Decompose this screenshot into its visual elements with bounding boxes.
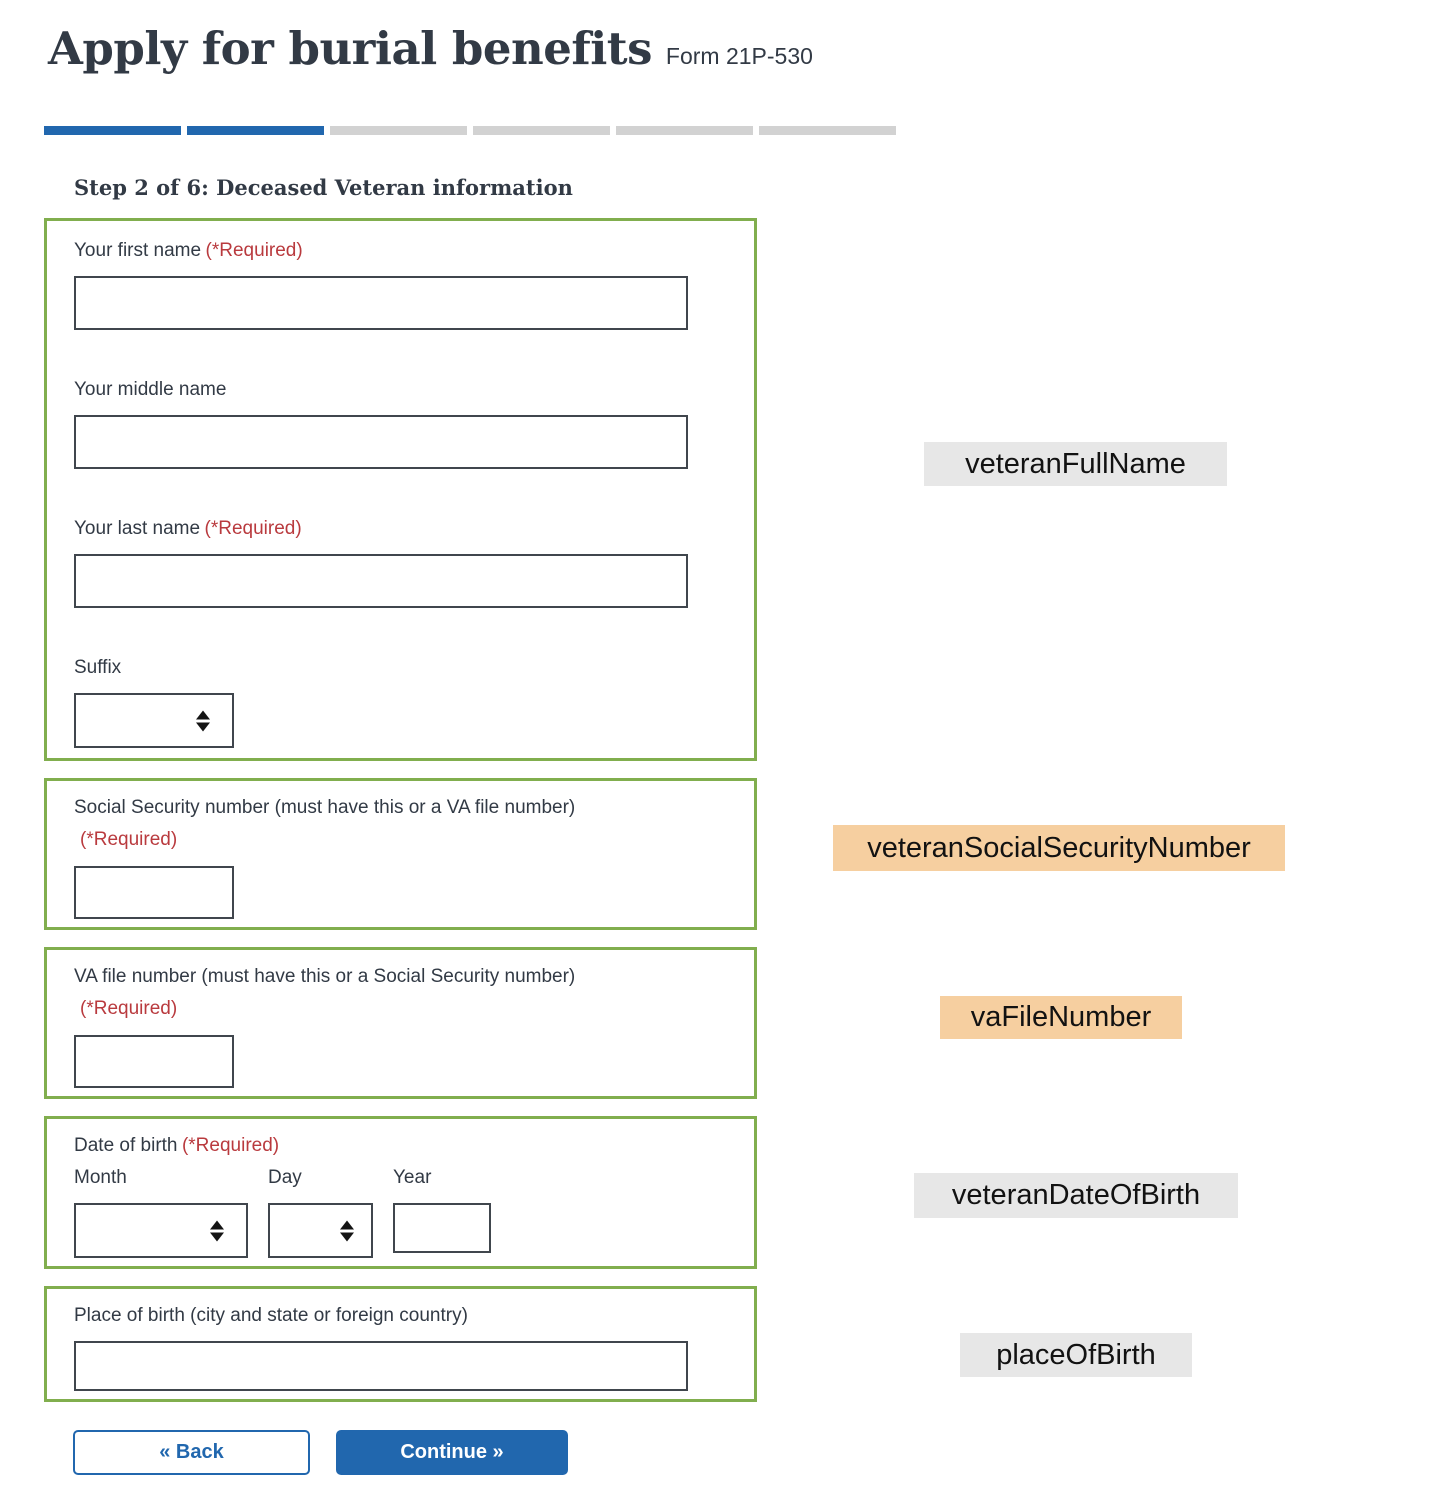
day-select[interactable]: [268, 1203, 373, 1258]
last-name-input[interactable]: [74, 554, 688, 608]
ssn-input[interactable]: [74, 866, 234, 919]
progress-segment-2-complete: [187, 126, 324, 135]
section-place-of-birth: [44, 1286, 757, 1402]
form-navigation-buttons: [73, 1430, 900, 1475]
field-date-of-birth: [74, 1134, 730, 1258]
field-va-file-number: [74, 965, 730, 1088]
field-last-name: [74, 517, 730, 608]
continue-button[interactable]: Continue »: [336, 1430, 568, 1475]
va-file-number-input[interactable]: [74, 1035, 234, 1088]
section-va-file-number: [44, 947, 757, 1099]
suffix-label: Suffix: [74, 657, 122, 678]
year-label: Year: [393, 1167, 432, 1188]
progress-segment-1-complete: [44, 126, 181, 135]
back-button[interactable]: « Back: [73, 1430, 310, 1475]
year-input[interactable]: [393, 1203, 491, 1253]
section-veteran-full-name: [44, 218, 757, 761]
progress-segment-3: [330, 126, 467, 135]
select-arrows-icon: [196, 710, 210, 731]
progress-bar: [44, 126, 896, 135]
month-label: Month: [74, 1167, 127, 1188]
step-heading: Step 2 of 6: Deceased Veteran information: [74, 175, 573, 200]
section-date-of-birth: [44, 1116, 757, 1269]
day-label: Day: [268, 1167, 302, 1188]
form-number: Form 21P-530: [665, 43, 813, 69]
date-of-birth-row: [74, 1166, 730, 1258]
select-arrows-icon: [210, 1220, 224, 1241]
progress-segment-4: [473, 126, 610, 135]
annotation-veteran-date-of-birth: veteranDateOfBirth: [914, 1173, 1238, 1218]
place-of-birth-label: Place of birth (city and state or foreign country): [74, 1305, 468, 1326]
middle-name-label: Your middle name: [74, 379, 227, 400]
place-of-birth-input[interactable]: [74, 1341, 688, 1391]
last-name-required-marker: (*Required): [204, 518, 302, 539]
first-name-input[interactable]: [74, 276, 688, 330]
last-name-label: Your last name: [74, 518, 201, 539]
first-name-required-marker: (*Required): [205, 240, 303, 261]
annotation-va-file-number: vaFileNumber: [940, 996, 1182, 1039]
date-of-birth-label: Date of birth: [74, 1135, 178, 1156]
select-arrows-icon: [340, 1220, 354, 1241]
suffix-select[interactable]: [74, 693, 234, 748]
dob-month-column: [74, 1166, 248, 1258]
month-select[interactable]: [74, 1203, 248, 1258]
annotation-place-of-birth: placeOfBirth: [960, 1333, 1192, 1377]
dob-day-column: [268, 1166, 373, 1258]
field-ssn: [74, 796, 730, 919]
middle-name-input[interactable]: [74, 415, 688, 469]
ssn-required-marker: (*Required): [80, 829, 178, 850]
field-place-of-birth: [74, 1304, 730, 1391]
dob-year-column: [393, 1166, 491, 1253]
field-suffix: [74, 656, 730, 748]
ssn-label: Social Security number (must have this or a VA file number): [74, 797, 576, 818]
annotation-veteran-social-security-number: veteranSocialSecurityNumber: [833, 825, 1285, 871]
date-of-birth-required-marker: (*Required): [181, 1135, 280, 1156]
page-title-text: Apply for burial benefits: [48, 22, 652, 75]
page-title: [44, 0, 900, 84]
va-file-number-required-marker: (*Required): [80, 998, 178, 1019]
section-social-security-number: [44, 778, 757, 930]
field-middle-name: [74, 378, 730, 469]
progress-segment-5: [616, 126, 753, 135]
first-name-label: Your first name: [74, 240, 202, 261]
va-file-number-label: VA file number (must have this or a Social Security number): [74, 966, 576, 987]
annotation-veteran-full-name: veteranFullName: [924, 442, 1227, 486]
form-column: [44, 0, 900, 1475]
progress-segment-6: [759, 126, 896, 135]
field-first-name: [74, 239, 730, 330]
